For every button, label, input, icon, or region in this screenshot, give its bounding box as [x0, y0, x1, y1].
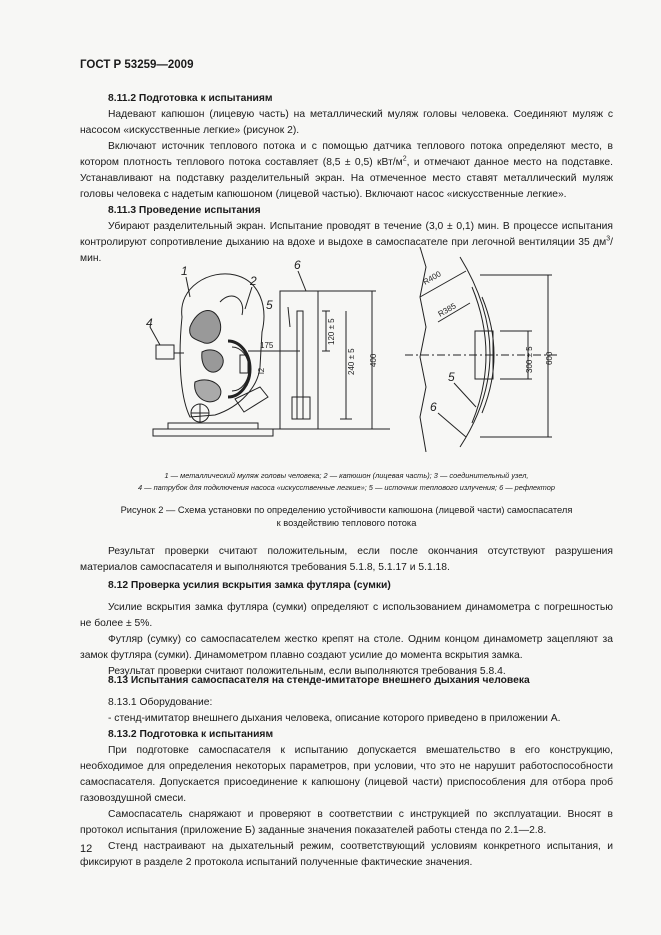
label-1: 1	[181, 264, 188, 278]
heat-source	[297, 311, 303, 419]
section-8-12	[80, 578, 613, 680]
figure-legend	[80, 470, 613, 494]
label-2: 2	[250, 274, 257, 288]
text-run: Убирают разделительный экран. Испытание проводят в течение (3,0 ± 0,1) мин. В процессе испытания контролируют сопротивление дыханию на вдохе и выдохе в самоспасателе при легочной вентиляции 35 дм	[80, 221, 613, 248]
label-4: 4	[146, 316, 153, 330]
text-run: Включают источник теплового потока и с помощью датчика теплового потока определяют место, в котором плотность теплового потока составляет (8,5 ± 0,5) кВт/м	[80, 141, 613, 168]
pump-pipe	[156, 345, 174, 359]
result-paragraph-block	[80, 544, 613, 576]
paragraph: 8.13.1 Оборудование:	[108, 697, 213, 708]
svg-text:l2: l2	[257, 367, 266, 374]
paragraph: Самоспасатель снаряжают и проверяют в соответствии с инструкцией по эксплуатации. Вносят в протокол испытания (приложение Б) заданные значения показателей работы стенда по 2.1—2.8.	[80, 809, 613, 836]
figure-2-diagram	[120, 247, 570, 457]
paragraph: Результат проверки считают положительным, если после окончания отсутствуют разрушения материалов самоспасателя и выполняются требования 5.1.8, 5.1.17 и 5.1.18.	[80, 546, 613, 573]
label-5: 5	[266, 298, 273, 312]
dim-600: 600	[545, 351, 554, 365]
radius-400: R400	[421, 269, 443, 287]
head-mannequin	[180, 274, 264, 417]
list-item: - стенд-имитатор внешнего дыхания человека, описание которого приведено в приложении А.	[108, 713, 561, 724]
section-title: 8.11.3 Проведение испытания	[108, 205, 261, 216]
paragraph: Надевают капюшон (лицевую часть) на металлический муляж головы человека. Соединяют муляж с насосом «искусственные легкие» (рисунок 2).	[80, 109, 613, 136]
label-6-side: 6	[430, 400, 437, 414]
text-run: , и отмечают данное место на подставке. Устанавливают на подставку разделительный экран. На отмеченное место ставят металлический муляж головы человека с надетым капюшоном (лицевой частью). Включают насос «искусственные легкие».	[80, 157, 613, 200]
paragraph: Результат проверки считают положительным, если выполняются требования 5.8.4.	[108, 666, 506, 677]
section-title: 8.11.2 Подготовка к испытаниям	[108, 93, 273, 104]
reflector	[280, 291, 318, 429]
paragraph: Усилие вскрытия замка футляра (сумки) определяют с использованием динамометра с погрешностью не более ± 5%.	[80, 602, 613, 629]
base-stand	[168, 423, 258, 429]
paragraph	[80, 139, 613, 203]
section-title: 8.12 Проверка усилия вскрытия замка футляра (сумки)	[108, 580, 391, 591]
superscript: 3	[606, 235, 611, 243]
dim-120: 120 ± 5	[327, 318, 336, 345]
base-plate	[153, 429, 273, 436]
paragraph: При подготовке самоспасателя к испытанию допускается вмешательство в его конструкцию, необходимое для определения некоторых параметров, при условии, что это не нарушит работоспособности самоспасателя. Допускается присоединение к капюшону (лицевой части) приспособления для отбора проб газовоздушной смеси.	[80, 745, 613, 804]
text-run: /мин.	[80, 237, 613, 264]
paragraph: Футляр (сумку) со самоспасателем жестко крепят на столе. Одним концом динамометр зацепляют за замок футляра (сумки). Динамометром плавно создают усилие до момента вскрытия замка.	[80, 634, 613, 661]
document-header: ГОСТ Р 53259—2009	[80, 59, 194, 71]
section-8-13	[80, 673, 613, 871]
dim-175: 175	[260, 341, 274, 350]
page-number: 12	[80, 843, 93, 855]
label-6: 6	[294, 258, 301, 272]
caption-line: к воздействию теплового потока	[276, 518, 417, 528]
dim-300: 300 ± 5	[525, 346, 534, 373]
paragraph: Стенд настраивают на дыхательный режим, соответствующий условиям конкретного испытания, и фиксируют в разделе 2 протокола испытаний полученные фактические значения.	[80, 841, 613, 868]
label-5-side: 5	[448, 370, 455, 384]
dim-400: 400	[369, 353, 378, 367]
section-title: 8.13.2 Подготовка к испытаниям	[108, 729, 274, 740]
legend-line: 1 — металлический муляж головы человека; 2 — капюшон (лицевая часть); 3 — соединительный узел,	[164, 471, 529, 480]
caption-line: Рисунок 2 — Схема установки по определению устойчивости капюшона (лицевой части) самоспасателя	[120, 505, 573, 515]
legend-line: 4 — патрубок для подключения насоса «искусственные легкие»; 5 — источник теплового излучения; 6 — рефлектор	[138, 483, 555, 492]
radius-385: R385	[436, 301, 458, 319]
figure-caption	[80, 504, 613, 530]
dim-240: 240 ± 5	[347, 348, 356, 375]
section-title: 8.13 Испытания самоспасателя на стенде-имитаторе внешнего дыхания человека	[108, 675, 530, 686]
section-8-11-2	[80, 91, 613, 267]
superscript: 2	[402, 155, 407, 163]
